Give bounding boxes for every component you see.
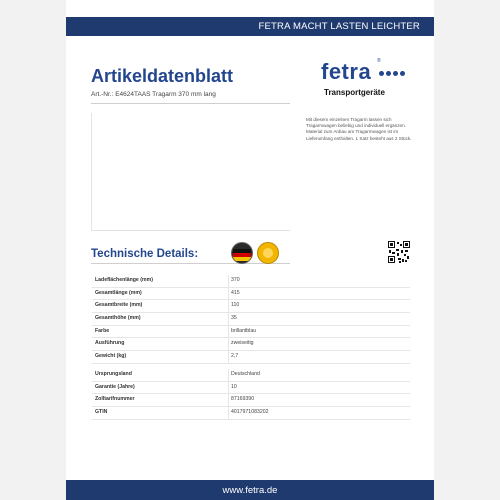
spec-value: brillantblau — [231, 327, 257, 334]
spec-label: Ausführung — [95, 340, 125, 347]
spec-row-farbe — [92, 326, 410, 339]
spec-value: Deutschland — [231, 370, 260, 377]
footer-url-link[interactable]: www.fetra.de — [222, 485, 278, 496]
spec-row-ladeflaechenlaenge — [92, 275, 410, 288]
spec-value: 10 — [231, 383, 237, 390]
product-description: Mit diesem einzelnen Tragarm lassen sich Tragarmwagen beliebig und individuell ergänzen. Material zum Anbau am Tragarmwagen ist im Lieferumfang enthalten. 1 Satz besteht aus 2 Stück. — [306, 117, 412, 141]
technical-heading-divider — [91, 263, 290, 264]
spec-value: 4017971083202 — [231, 408, 269, 415]
spec-value: 87169390 — [231, 396, 255, 403]
logo-wordmark: fetra — [321, 59, 372, 84]
made-in-germany-badge-icon — [231, 242, 253, 264]
spec-label: Garantie (Jahre) — [95, 383, 135, 390]
spec-value: 35 — [231, 315, 237, 322]
warranty-badge-icon — [257, 242, 279, 264]
spec-label: Gesamtbreite (mm) — [95, 302, 143, 309]
title-divider — [91, 103, 290, 104]
spec-label: Ursprungsland — [95, 370, 132, 377]
qr-code-icon — [388, 241, 410, 263]
header-bar — [66, 17, 434, 36]
spec-row-gtin — [92, 407, 410, 420]
datasheet-page — [66, 0, 434, 500]
spec-row-garantie — [92, 382, 410, 395]
spec-row-ausfuehrung — [92, 338, 410, 351]
spec-label: Gewicht (kg) — [95, 353, 127, 360]
product-image-area — [91, 113, 290, 231]
spec-value: 415 — [231, 289, 240, 296]
page-title: Artikeldatenblatt — [91, 66, 234, 86]
spec-row-gewicht — [92, 351, 410, 364]
spec-value: 370 — [231, 277, 240, 283]
spec-row-gesamtlaenge — [92, 288, 410, 301]
header-slogan: FETRA MACHT LASTEN LEICHTER — [258, 21, 420, 32]
specs-table — [92, 275, 410, 420]
spec-label: Farbe — [95, 327, 110, 334]
logo-subtitle: Transportgeräte — [324, 88, 385, 97]
spec-label: Ladeflächenlänge (mm) — [95, 277, 153, 283]
fetra-logo — [321, 59, 411, 104]
spec-label: Gesamtlänge (mm) — [95, 289, 142, 296]
logo-dots-icon — [379, 71, 405, 76]
spec-label: Zolltarifnummer — [95, 396, 135, 403]
logo-registered-mark: ® — [377, 58, 381, 64]
spec-label: Gesamthöhe (mm) — [95, 315, 141, 322]
article-number: Art.-Nr.: E4624TAAS Tragarm 370 mm lang — [91, 91, 216, 98]
footer-bar — [66, 480, 434, 500]
spec-value: 2,7 — [231, 353, 239, 360]
technical-details-heading: Technische Details: — [91, 248, 199, 260]
spec-value: zweiseitig — [231, 340, 254, 347]
spec-row-ursprungsland — [92, 369, 410, 382]
spec-row-gesamtbreite — [92, 300, 410, 313]
spec-row-zolltarifnummer — [92, 394, 410, 407]
spec-row-gesamthoehe — [92, 313, 410, 326]
spec-value: 110 — [231, 302, 240, 309]
spec-label: GTIN — [95, 408, 108, 415]
